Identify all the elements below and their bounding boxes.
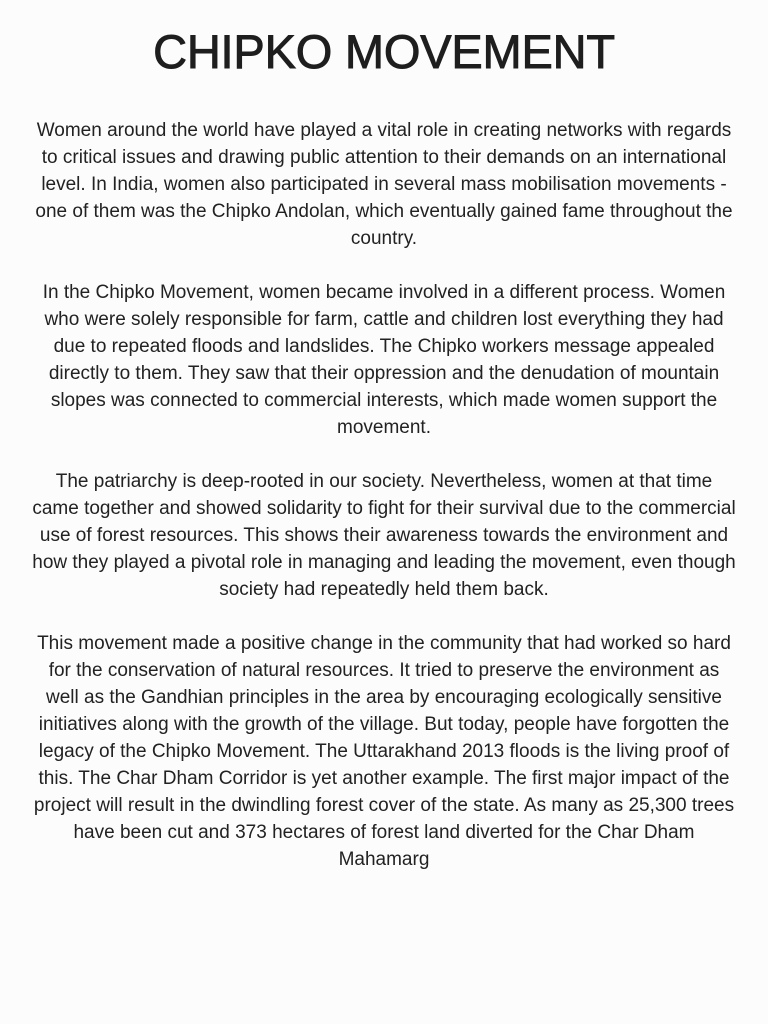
page-title: CHIPKO MOVEMENT <box>153 25 615 78</box>
paragraph-women-involvement: In the Chipko Movement, women became involved in a different process. Women who were solely responsible for farm, cattle and children lost everything they had due to repeated floods and landslides. The Chipko workers message appealed directly to them. They saw that their oppression and the denudation of mountain slopes was connected to commercial interests, which made women support the movement. <box>42 282 726 438</box>
paragraph-intro: Women around the world have played a vital role in creating networks with regards to critical issues and drawing public attention to their demands on an international level. In India, women also participated in several mass mobilisation movements - one of them was the Chipko Andolan, which eventually gained fame throughout the country. <box>35 120 733 249</box>
document-body <box>30 117 738 873</box>
paragraph-patriarchy: The patriarchy is deep-rooted in our society. Nevertheless, women at that time came together and showed solidarity to fight for their survival due to the commercial use of forest resources. This shows their awareness towards the environment and how they played a pivotal role in managing and leading the movement, even though society had repeatedly held them back. <box>32 471 736 600</box>
paragraph-positive-change: This movement made a positive change in the community that had worked so hard for the conservation of natural resources. It tried to preserve the environment as well as the Gandhian principles in the area by encouraging ecologically sensitive initiatives along with the growth of the village. But today, people have forgotten the legacy of the Chipko Movement. The Uttarakhand 2013 floods is the living proof of this. The Char Dham Corridor is yet another example. The first major impact of the project will result in the dwindling forest cover of the state. As many as 25,300 trees have been cut and 373 hectares of forest land diverted for the Char Dham Mahamarg <box>33 633 735 870</box>
